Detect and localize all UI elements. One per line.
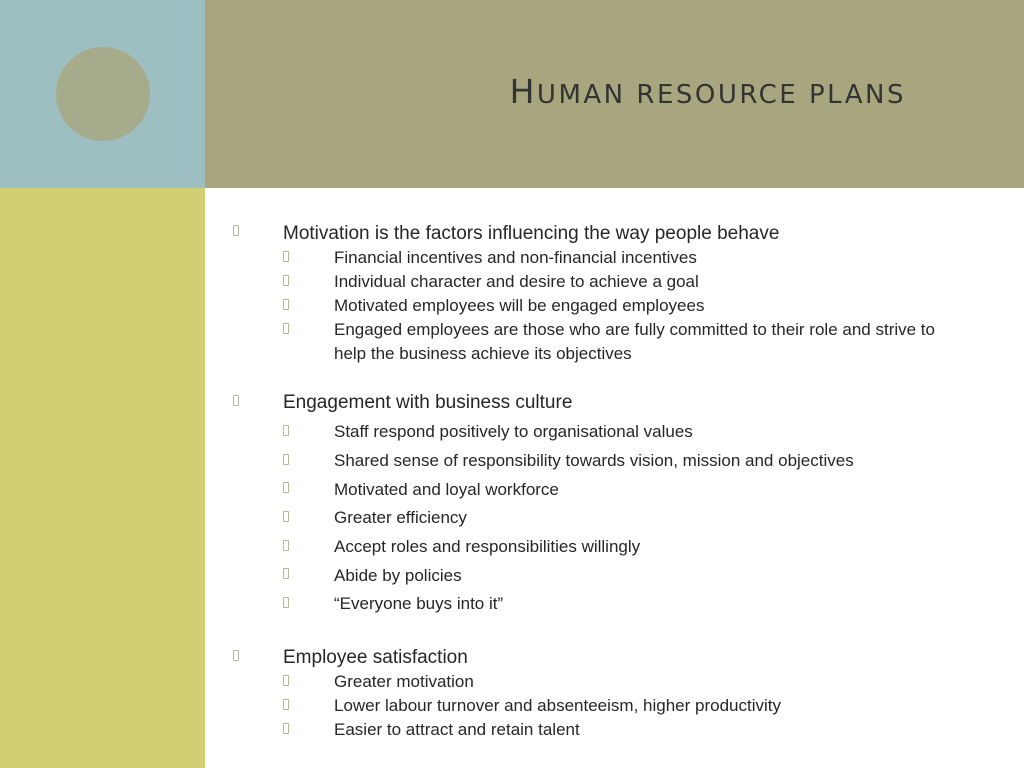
bullet-icon bbox=[283, 723, 289, 734]
list-item: Easier to attract and retain talent bbox=[334, 720, 580, 739]
bullet-icon bbox=[283, 323, 289, 334]
list-item: “Everyone buys into it” bbox=[334, 594, 504, 613]
bullet-icon bbox=[283, 511, 289, 522]
list-item: Engaged employees are those who are fully committed to their role and strive to bbox=[334, 320, 935, 339]
list-item: Motivated and loyal workforce bbox=[334, 480, 559, 499]
section-heading: Motivation is the factors influencing the way people behave bbox=[283, 223, 780, 244]
bullet-icon bbox=[283, 540, 289, 551]
bullet-icon bbox=[283, 568, 289, 579]
list-item: Greater efficiency bbox=[334, 508, 467, 527]
section-heading: Employee satisfaction bbox=[283, 647, 468, 668]
bullet-icon bbox=[283, 275, 289, 286]
list-item-continuation: help the business achieve its objectives bbox=[334, 344, 632, 363]
bullet-icon bbox=[233, 395, 239, 406]
bullet-icon bbox=[283, 675, 289, 686]
list-item: Staff respond positively to organisational values bbox=[334, 422, 693, 441]
bullet-icon bbox=[233, 225, 239, 236]
bullet-icon bbox=[283, 699, 289, 710]
slide-title-rest: UMAN RESOURCE PLANS bbox=[536, 80, 906, 110]
slide-title-initial: H bbox=[509, 72, 537, 111]
bullet-icon bbox=[233, 650, 239, 661]
slide-content bbox=[205, 188, 1024, 768]
list-item: Financial incentives and non-financial incentives bbox=[334, 248, 697, 267]
slide-title bbox=[510, 72, 906, 111]
decorative-panel-left bbox=[0, 188, 205, 768]
section-heading: Engagement with business culture bbox=[283, 392, 573, 413]
list-item: Motivated employees will be engaged employees bbox=[334, 296, 705, 315]
list-item: Shared sense of responsibility towards vision, mission and objectives bbox=[334, 451, 854, 470]
list-item: Individual character and desire to achieve a goal bbox=[334, 272, 699, 291]
bullet-icon bbox=[283, 299, 289, 310]
list-item: Greater motivation bbox=[334, 672, 474, 691]
bullet-icon bbox=[283, 251, 289, 262]
list-item: Accept roles and responsibilities willingly bbox=[334, 537, 641, 556]
list-item: Abide by policies bbox=[334, 566, 462, 585]
bullet-icon bbox=[283, 597, 289, 608]
list-item: Lower labour turnover and absenteeism, higher productivity bbox=[334, 696, 781, 715]
bullet-icon bbox=[283, 425, 289, 436]
decorative-circle bbox=[56, 47, 150, 141]
bullet-icon bbox=[283, 482, 289, 493]
bullet-icon bbox=[283, 454, 289, 465]
